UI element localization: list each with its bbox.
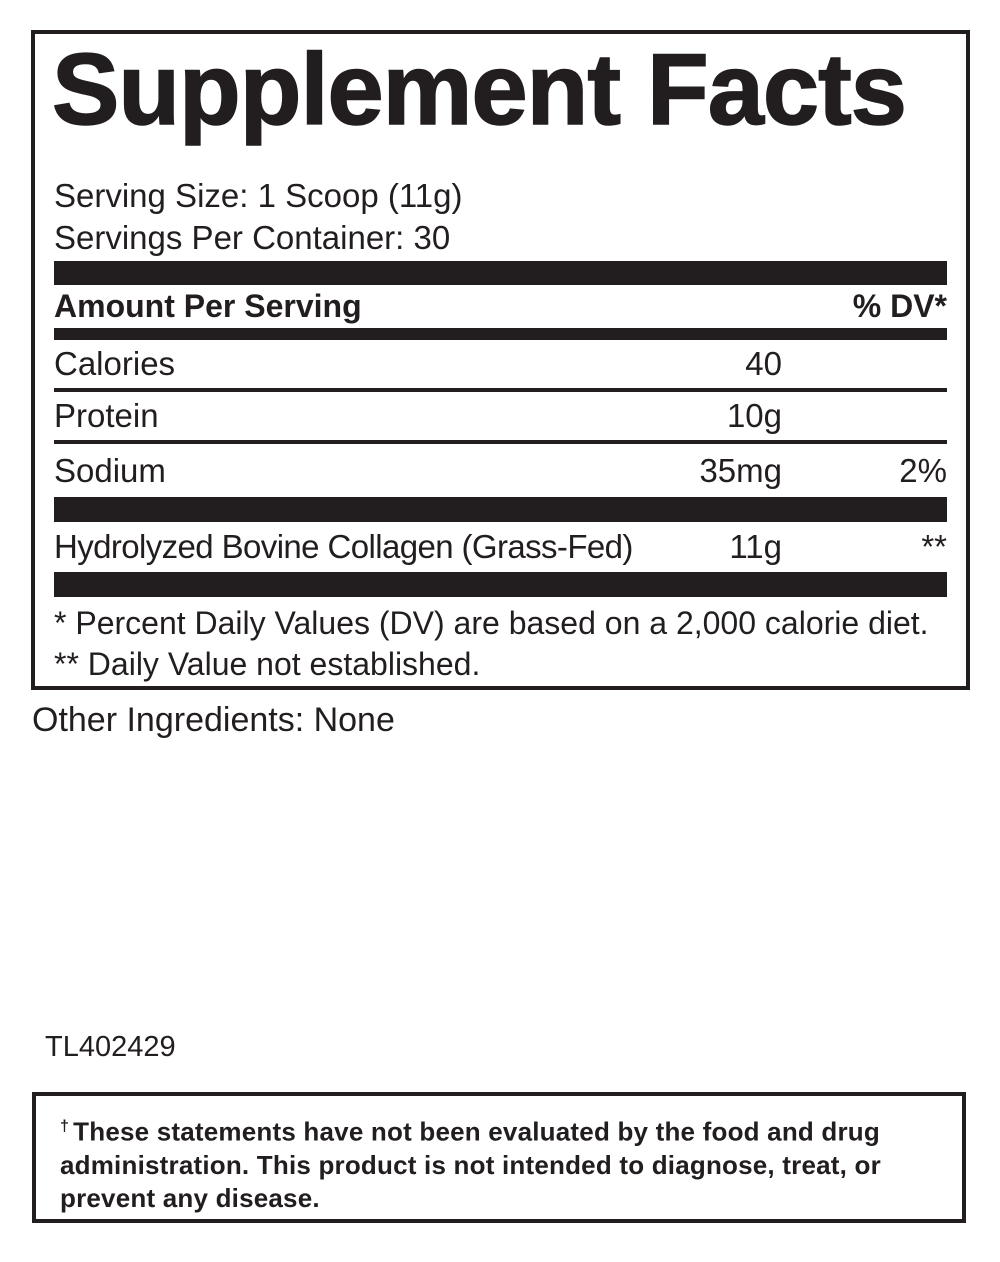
other-ingredients-line: Other Ingredients: None: [32, 701, 395, 739]
table-row-collagen: [54, 522, 947, 572]
amount-per-serving-header: Amount Per Serving: [54, 288, 362, 324]
serving-size-line: Serving Size: 1 Scoop (11g): [54, 177, 463, 214]
disclaimer-text: These statements have not been evaluated by the food and drug administration. This product is not intended to diagnose, treat, or prevent any disease.: [60, 1116, 881, 1213]
separator-bar-top: [54, 261, 947, 285]
product-code: TL402429: [45, 1031, 176, 1063]
footnotes: [54, 603, 947, 685]
supplement-facts-panel: [31, 30, 970, 690]
nutrient-amount: 35mg: [699, 451, 782, 489]
facts-title: Supplement Facts: [52, 34, 906, 146]
nutrient-name: Sodium: [54, 451, 166, 489]
separator-bar-middle: [54, 497, 947, 522]
table-header-row: [54, 285, 947, 328]
nutrient-name: Calories: [54, 345, 176, 382]
nutrient-amount: 40: [745, 345, 782, 382]
ingredient-name: Hydrolyzed Bovine Collagen (Grass-Fed): [54, 528, 633, 565]
footnote-dv-basis: * Percent Daily Values (DV) are based on a 2,000 calorie diet.: [54, 605, 929, 641]
serving-info: [54, 175, 947, 259]
dagger-symbol: †: [60, 1117, 70, 1135]
nutrient-name: Protein: [54, 397, 159, 434]
table-row-protein: [54, 392, 947, 444]
nutrient-dv: 2%: [899, 451, 947, 489]
ingredient-amount: 11g: [729, 528, 782, 565]
separator-bar-header: [54, 328, 947, 340]
table-row-sodium: [54, 444, 947, 497]
percent-dv-header: % DV*: [852, 288, 947, 324]
nutrient-amount: 10g: [726, 397, 782, 434]
separator-bar-bottom: [54, 572, 947, 597]
footnote-dv-not-established: ** Daily Value not established.: [54, 646, 481, 682]
disclaimer-box: [32, 1092, 966, 1223]
ingredient-dv: **: [921, 528, 947, 565]
table-row-calories: [54, 340, 947, 392]
servings-per-container-line: Servings Per Container: 30: [54, 219, 451, 256]
